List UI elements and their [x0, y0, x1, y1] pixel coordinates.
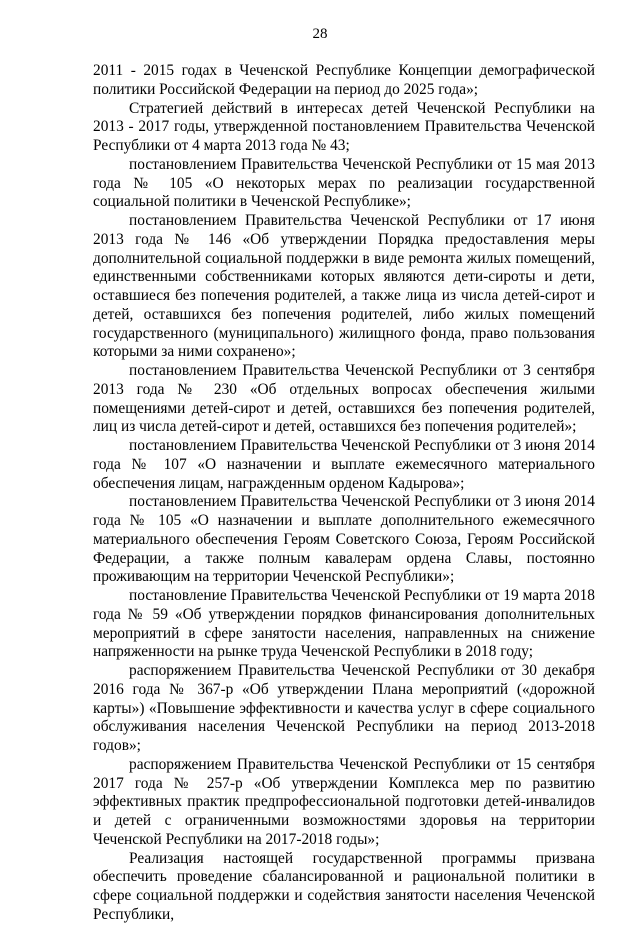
document-body [93, 62, 595, 925]
paragraph-resolution-146-2013: постановлением Правительства Чеченской Республики от 17 июня 2013 года № 146 «Об утверждении Порядка предоставления меры дополнительной социальной поддержки в виде ремонта жилых помещений, единственными собственниками которых являются дети-сироты и дети, оставшиеся без попечения родителей, а также лица из числа детей-сирот и детей, оставшихся без попечения родителей, либо жилых помещений государственного (муниципального) жилищного фонда, право пользования которыми за ними сохранено»; [93, 212, 595, 361]
paragraph-resolution-107-2014: постановлением Правительства Чеченской Республики от 3 июня 2014 года № 107 «О назначении и выплате ежемесячного материального обеспечения лицам, награжденным орденом Кадырова»; [93, 437, 595, 492]
paragraph-program-implementation: Реализация настоящей государственной программы призвана обеспечить проведение сбалансированной и рациональной политики в сфере социальной поддержки и содействия занятости населения Чеченской Республики, [93, 849, 595, 923]
paragraph-continuation: 2011 - 2015 годах в Чеченской Республике Концепции демографической политики Российской Федерации на период до 2025 года»; [93, 62, 595, 98]
paragraph-resolution-59-2018: постановление Правительства Чеченской Республики от 19 марта 2018 года № 59 «Об утверждении порядков финансирования дополнительных мероприятий в сфере занятости населения, направленных на снижение напряженности на рынке труда Чеченской Республики в 2018 году; [93, 587, 595, 661]
paragraph-resolution-105-2013: постановлением Правительства Чеченской Республики от 15 мая 2013 года № 105 «О некоторых мерах по реализации государственной социальной политики в Чеченской Республике»; [93, 155, 595, 211]
paragraph-resolution-105-2014: постановлением Правительства Чеченской Республики от 3 июня 2014 года № 105 «О назначении и выплате дополнительного ежемесячного материального обеспечения Героям Советского Союза, Героям Российской Федерации, а также полным кавалерам ордена Славы, постоянно проживающим на территории Чеченской Республики»; [93, 493, 595, 586]
page-number: 28 [312, 26, 328, 42]
paragraph-strategy: Стратегией действий в интересах детей Чеченской Республики на 2013 - 2017 годы, утвержденной постановлением Правительства Чеченской Республики от 4 марта 2013 года № 43; [93, 99, 595, 154]
paragraph-resolution-230-2013: постановлением Правительства Чеченской Республики от 3 сентября 2013 года № 230 «Об отдельных вопросах обеспечения жилыми помещениями детей-сирот и детей, оставшихся без попечения родителей, лиц из числа детей-сирот и детей, оставшихся без попечения родителей»; [93, 362, 595, 436]
paragraph-order-367r-2016: распоряжением Правительства Чеченской Республики от 30 декабря 2016 года № 367-р «Об утверждении Плана мероприятий («дорожной карты») «Повышение эффективности и качества услуг в сфере социального обслуживания населения Чеченской Республики на период 2013-2018 годов»; [93, 662, 595, 754]
paragraph-order-257r-2017: распоряжением Правительства Чеченской Республики от 15 сентября 2017 года № 257-р «Об утверждении Комплекса мер по развитию эффективных практик предпрофессиональной подготовки детей-инвалидов и детей с ограниченными возможностями здоровья на территории Чеченской Республики на 2017-2018 годы»; [93, 755, 595, 848]
